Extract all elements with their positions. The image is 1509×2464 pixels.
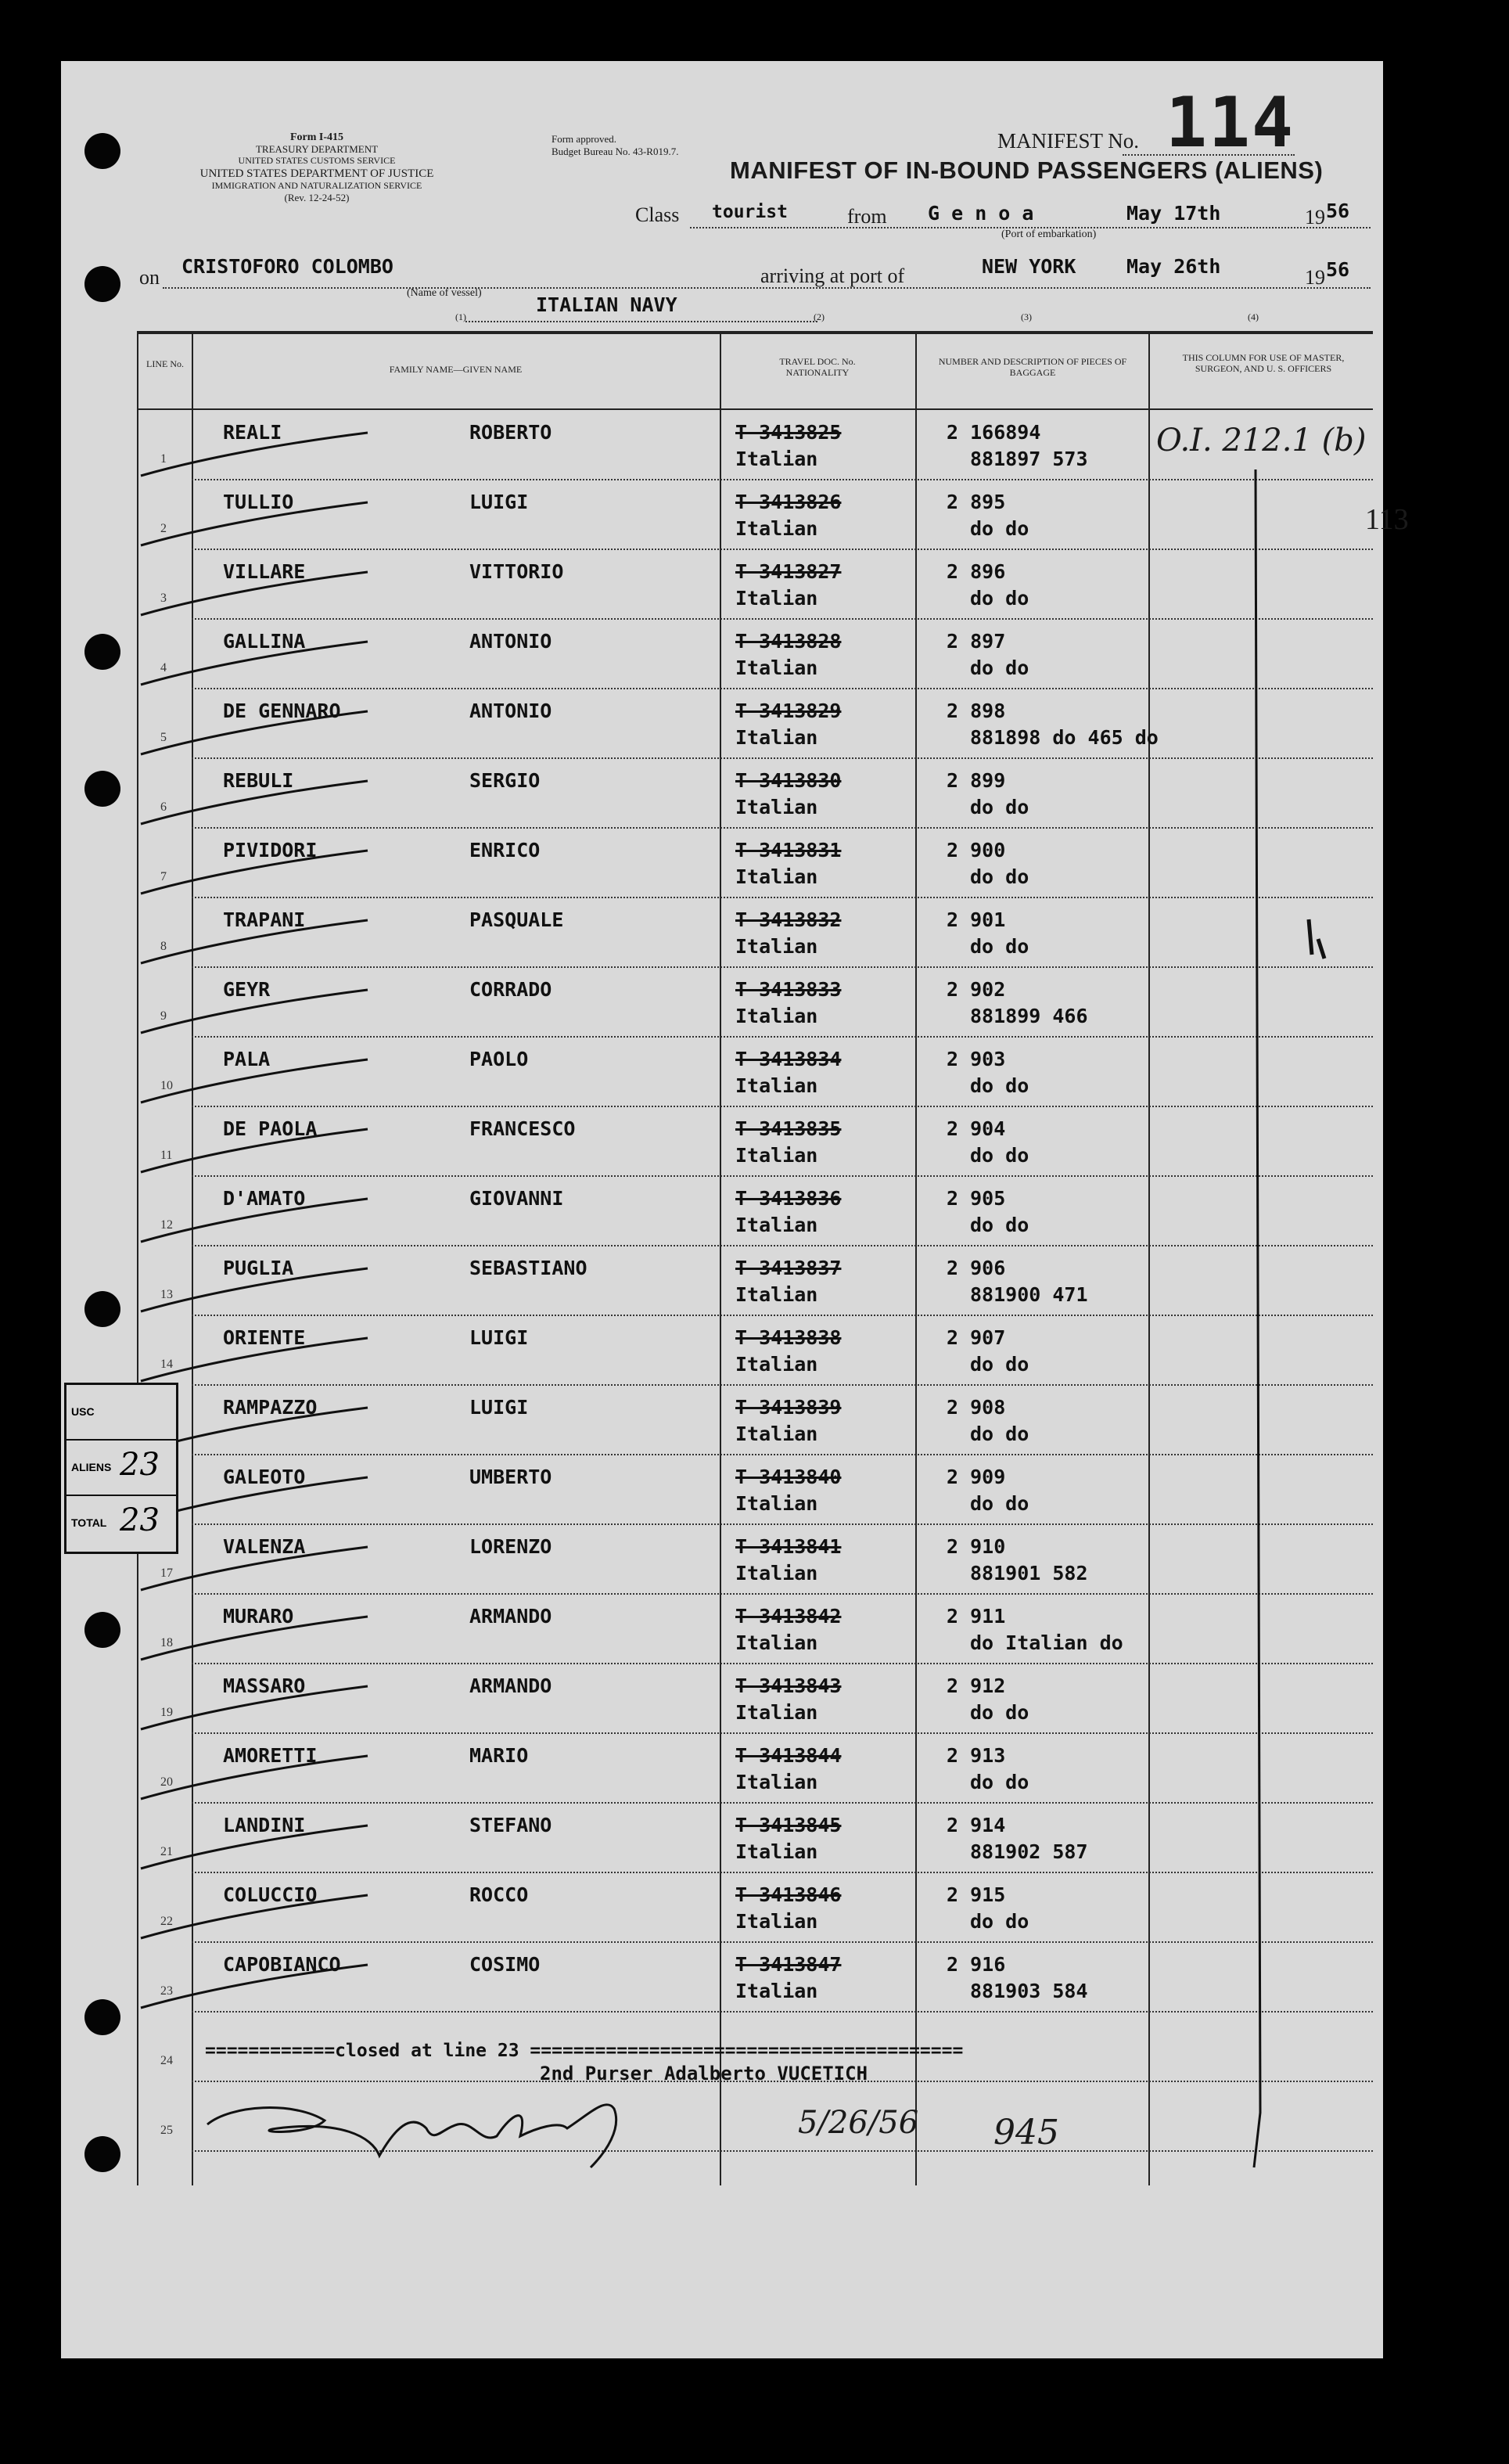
row-baggage-desc: do Italian do	[970, 1631, 1123, 1654]
col-header-name: FAMILY NAME—GIVEN NAME	[389, 364, 523, 375]
row-travel-doc: T 3413833	[735, 978, 842, 1001]
col-number-3: (3)	[1021, 311, 1032, 322]
row-baggage-count: 2 914	[947, 1814, 1006, 1836]
row-line-number: 24	[160, 2054, 173, 2067]
row-nationality: Italian	[735, 587, 818, 610]
row-given-name: FRANCESCO	[469, 1117, 576, 1140]
row-baggage-desc: 881897 573	[970, 448, 1088, 470]
vessel-name: CRISTOFORO COLOMBO	[181, 255, 393, 278]
manifest-number-line	[1123, 154, 1295, 156]
row-nationality: Italian	[735, 1353, 818, 1376]
row-given-name: LORENZO	[469, 1535, 552, 1558]
row-baggage-count: 2 908	[947, 1396, 1006, 1419]
row-nationality: Italian	[735, 726, 818, 749]
row-given-name: PAOLO	[469, 1048, 529, 1070]
row-baggage-count: 2 898	[947, 700, 1006, 722]
vessel-caption: (Name of vessel)	[407, 287, 482, 299]
vessel-line	[163, 287, 1371, 289]
col-divider-baggage	[1148, 331, 1150, 2185]
manifest-title: MANIFEST OF IN-BOUND PASSENGERS (ALIENS)	[730, 156, 1324, 184]
row-travel-doc: T 3413835	[735, 1117, 842, 1140]
row-check-mark	[133, 1056, 383, 1110]
row-family-name: DE GENNARO	[223, 700, 341, 722]
embark-year-prefix: 19	[1305, 206, 1325, 228]
port-caption: (Port of embarkation)	[1001, 228, 1097, 240]
row-given-name: ARMANDO	[469, 1674, 552, 1697]
row-baggage-desc: do do	[970, 796, 1029, 818]
row-family-name: GALEOTO	[223, 1466, 306, 1488]
embark-date: May 17th	[1126, 202, 1221, 225]
row-given-name: GIOVANNI	[469, 1187, 564, 1210]
row-given-name: STEFANO	[469, 1814, 552, 1836]
row-travel-doc: T 3413827	[735, 560, 842, 583]
row-nationality: Italian	[735, 1771, 818, 1793]
row-travel-doc: T 3413843	[735, 1674, 842, 1697]
row-check-mark	[133, 986, 383, 1041]
row-check-mark	[133, 1752, 383, 1807]
row-line-number: 19	[160, 1706, 173, 1719]
row-family-name: MURARO	[223, 1605, 294, 1628]
row-baggage-desc: do do	[970, 656, 1029, 679]
row-baggage-count: 2 166894	[947, 421, 1041, 444]
row-travel-doc: T 3413836	[735, 1187, 842, 1210]
on-label: on	[139, 266, 160, 289]
punch-hole	[84, 133, 120, 169]
row-nationality: Italian	[735, 1214, 818, 1236]
row-family-name: GALLINA	[223, 630, 306, 653]
row-family-name: RAMPAZZO	[223, 1396, 318, 1419]
punch-hole	[84, 1612, 120, 1648]
row-family-name: LANDINI	[223, 1814, 306, 1836]
row-family-name: MASSARO	[223, 1674, 306, 1697]
row-line-number: 9	[160, 1009, 167, 1023]
row-check-mark	[133, 1613, 383, 1667]
col-number-1: (1)	[455, 311, 466, 322]
purser-name: 2nd Purser Adalberto VUCETICH	[540, 2063, 868, 2085]
row-travel-doc: T 3413847	[735, 1953, 842, 1976]
row-baggage-count: 2 911	[947, 1605, 1006, 1628]
row-family-name: CAPOBIANCO	[223, 1953, 341, 1976]
row-nationality: Italian	[735, 1283, 818, 1306]
row-baggage-count: 2 904	[947, 1117, 1006, 1140]
row-baggage-count: 2 907	[947, 1326, 1006, 1349]
row-travel-doc: T 3413839	[735, 1396, 842, 1419]
row-nationality: Italian	[735, 1980, 818, 2002]
budget-bureau: Budget Bureau No. 43-R019.7.	[552, 146, 679, 157]
row-line-number: 12	[160, 1218, 173, 1232]
row-travel-doc: T 3413840	[735, 1466, 842, 1488]
tally-usc-cell	[66, 1385, 176, 1441]
row-nationality: Italian	[735, 1144, 818, 1167]
justice-dept: UNITED STATES DEPARTMENT OF JUSTICE	[199, 167, 434, 180]
row-baggage-count: 2 915	[947, 1883, 1006, 1906]
row-baggage-count: 2 895	[947, 491, 1006, 513]
row-travel-doc: T 3413825	[735, 421, 842, 444]
row-check-mark	[133, 707, 383, 762]
row-line-number: 5	[160, 731, 167, 744]
tally-aliens-label: ALIENS	[71, 1461, 112, 1473]
tally-aliens-cell	[66, 1441, 176, 1496]
row-given-name: ANTONIO	[469, 700, 552, 722]
group-note: ITALIAN NAVY	[536, 293, 677, 316]
row-check-mark	[133, 568, 383, 623]
row-baggage-count: 2 916	[947, 1953, 1006, 1976]
row-given-name: ENRICO	[469, 839, 541, 862]
arrival-year-prefix: 19	[1305, 266, 1325, 289]
row-line-number: 10	[160, 1079, 173, 1092]
row-baggage-count: 2 897	[947, 630, 1006, 653]
row-nationality: Italian	[735, 656, 818, 679]
row-given-name: ROCCO	[469, 1883, 529, 1906]
row-nationality: Italian	[735, 1910, 818, 1933]
row-family-name: VILLARE	[223, 560, 306, 583]
row-baggage-desc: 881901 582	[970, 1562, 1088, 1585]
row-line-number: 11	[160, 1149, 173, 1162]
row-baggage-count: 2 906	[947, 1257, 1006, 1279]
col-header-officers: THIS COLUMN FOR USE OF MASTER, SURGEON, AND U. S. OFFICERS	[1182, 352, 1345, 374]
row-family-name: TRAPANI	[223, 908, 306, 931]
col-divider-name	[720, 331, 721, 2185]
row-travel-doc: T 3413828	[735, 630, 842, 653]
row-baggage-count: 2 909	[947, 1466, 1006, 1488]
form-approved: Form approved.	[552, 133, 617, 145]
officer-check-line	[1240, 469, 1271, 2175]
row-nationality: Italian	[735, 1074, 818, 1097]
customs-service: UNITED STATES CUSTOMS SERVICE	[238, 155, 396, 166]
row-check-mark	[133, 1334, 383, 1389]
row-travel-doc: T 3413845	[735, 1814, 842, 1836]
tally-aliens-value: 23	[120, 1447, 160, 1483]
row-family-name: D'AMATO	[223, 1187, 306, 1210]
row-check-mark	[133, 777, 383, 832]
row-nationality: Italian	[735, 865, 818, 888]
row-family-name: TULLIO	[223, 491, 294, 513]
officer-mark	[1302, 915, 1334, 962]
row-line-number: 2	[160, 522, 167, 535]
row-given-name: COSIMO	[469, 1953, 541, 1976]
row-line-number: 25	[160, 2124, 173, 2137]
row-travel-doc: T 3413830	[735, 769, 842, 792]
row-baggage-desc: do do	[970, 1353, 1029, 1376]
tally-usc-label: USC	[71, 1405, 95, 1418]
row-baggage-count: 2 901	[947, 908, 1006, 931]
row-check-mark	[133, 1264, 383, 1319]
row-line-number: 3	[160, 592, 167, 605]
row-given-name: LUIGI	[469, 491, 529, 513]
col-number-4: (4)	[1248, 311, 1259, 322]
form-revision: (Rev. 12-24-52)	[284, 192, 350, 203]
row-nationality: Italian	[735, 796, 818, 818]
row-nationality: Italian	[735, 1562, 818, 1585]
row-baggage-count: 2 899	[947, 769, 1006, 792]
row-family-name: VALENZA	[223, 1535, 306, 1558]
row-baggage-desc: do do	[970, 1910, 1029, 1933]
row-given-name: SEBASTIANO	[469, 1257, 587, 1279]
tally-total-cell	[66, 1496, 176, 1550]
row-baggage-desc: do do	[970, 1771, 1029, 1793]
col-number-2: (2)	[814, 311, 825, 322]
row-nationality: Italian	[735, 1840, 818, 1863]
row-check-mark	[133, 1125, 383, 1180]
row-given-name: ROBERTO	[469, 421, 552, 444]
row-baggage-count: 2 912	[947, 1674, 1006, 1697]
row-given-name: ANTONIO	[469, 630, 552, 653]
side-number: 113	[1365, 503, 1409, 536]
row-line-number: 8	[160, 940, 167, 953]
arrival-year-suffix: 56	[1326, 258, 1350, 281]
row-family-name: PALA	[223, 1048, 271, 1070]
arrival-port: NEW YORK	[982, 255, 1076, 278]
row-nationality: Italian	[735, 1631, 818, 1654]
table-header-border	[137, 408, 1373, 410]
row-line-number: 22	[160, 1915, 173, 1928]
row-travel-doc: T 3413838	[735, 1326, 842, 1349]
row-travel-doc: T 3413837	[735, 1257, 842, 1279]
row-given-name: LUIGI	[469, 1396, 529, 1419]
from-port: G e n o a	[928, 202, 1034, 225]
row-baggage-count: 2 910	[947, 1535, 1006, 1558]
row-family-name: PIVIDORI	[223, 839, 318, 862]
row-nationality: Italian	[735, 1423, 818, 1445]
row-family-name: REALI	[223, 421, 282, 444]
punch-hole	[84, 771, 120, 807]
col-header-baggage: NUMBER AND DESCRIPTION OF PIECES OF BAGGAGE	[938, 356, 1127, 378]
row-given-name: SERGIO	[469, 769, 541, 792]
row-baggage-desc: do do	[970, 587, 1029, 610]
row-baggage-desc: do do	[970, 1144, 1029, 1167]
row-check-mark	[133, 1961, 383, 2016]
col-header-line: LINE No.	[146, 358, 184, 369]
row-check-mark	[133, 498, 383, 553]
punch-hole	[84, 266, 120, 302]
row-baggage-count: 2 902	[947, 978, 1006, 1001]
closed-at-line: ============closed at line 23 ========================================	[205, 2041, 964, 2061]
row-check-mark	[133, 638, 383, 692]
row-travel-doc: T 3413842	[735, 1605, 842, 1628]
row-baggage-desc: 881898 do 465 do	[970, 726, 1159, 749]
row-family-name: ORIENTE	[223, 1326, 306, 1349]
treasury-dept: TREASURY DEPARTMENT	[255, 143, 379, 155]
col-divider-travel	[915, 331, 917, 2185]
row-given-name: UMBERTO	[469, 1466, 552, 1488]
row-nationality: Italian	[735, 448, 818, 470]
row-travel-doc: T 3413841	[735, 1535, 842, 1558]
punch-hole	[84, 1999, 120, 2035]
row-baggage-count: 2 913	[947, 1744, 1006, 1767]
class-value: tourist	[712, 202, 788, 222]
row-baggage-desc: do do	[970, 517, 1029, 540]
row-nationality: Italian	[735, 517, 818, 540]
arrival-date: May 26th	[1126, 255, 1221, 278]
row-family-name: DE PAOLA	[223, 1117, 318, 1140]
manifest-number-label: MANIFEST No.	[997, 129, 1140, 153]
row-family-name: GEYR	[223, 978, 271, 1001]
row-nationality: Italian	[735, 1492, 818, 1515]
punch-hole	[84, 1291, 120, 1327]
form-agency-header	[133, 131, 501, 203]
alien-tally-box	[64, 1383, 178, 1554]
class-label: Class	[635, 203, 680, 226]
row-check-mark	[133, 916, 383, 971]
row-line-number: 17	[160, 1567, 173, 1580]
row-line-number: 18	[160, 1636, 173, 1649]
row-baggage-count: 2 896	[947, 560, 1006, 583]
row-baggage-desc: 881903 584	[970, 1980, 1088, 2002]
row-family-name: REBULI	[223, 769, 294, 792]
form-number: Form I-415	[289, 131, 344, 143]
row-line-number: 1	[160, 452, 167, 466]
row-family-name: PUGLIA	[223, 1257, 294, 1279]
row-line-number: 13	[160, 1288, 173, 1301]
row-baggage-count: 2 905	[947, 1187, 1006, 1210]
row-family-name: AMORETTI	[223, 1744, 318, 1767]
row-baggage-desc: 881899 466	[970, 1005, 1088, 1027]
row-family-name: COLUCCIO	[223, 1883, 318, 1906]
row-check-mark	[133, 1195, 383, 1250]
arriving-label: arriving at port of	[760, 264, 905, 287]
officer-note: O.I. 212.1 (b)	[1156, 423, 1367, 459]
row-given-name: VITTORIO	[469, 560, 564, 583]
row-baggage-desc: do do	[970, 1492, 1029, 1515]
row-given-name: MARIO	[469, 1744, 529, 1767]
row-given-name: PASQUALE	[469, 908, 564, 931]
row-baggage-count: 2 903	[947, 1048, 1006, 1070]
row-line-number: 23	[160, 1984, 173, 1998]
tally-total-label: TOTAL	[71, 1516, 107, 1529]
row-travel-doc: T 3413832	[735, 908, 842, 931]
row-travel-doc: T 3413826	[735, 491, 842, 513]
table-top-border	[137, 331, 1373, 334]
row-baggage-desc: do do	[970, 1423, 1029, 1445]
row-baggage-desc: do do	[970, 865, 1029, 888]
row-travel-doc: T 3413829	[735, 700, 842, 722]
row-line-number: 20	[160, 1775, 173, 1789]
row-line-number: 6	[160, 800, 167, 814]
row-check-mark	[133, 1891, 383, 1946]
row-travel-doc: T 3413844	[735, 1744, 842, 1767]
row-line-number: 4	[160, 661, 167, 674]
row-travel-doc: T 3413834	[735, 1048, 842, 1070]
purser-signature	[199, 2081, 747, 2175]
row-nationality: Italian	[735, 935, 818, 958]
row-baggage-desc: 881902 587	[970, 1840, 1088, 1863]
from-label: from	[847, 205, 887, 228]
row-travel-doc: T 3413831	[735, 839, 842, 862]
row-check-mark	[133, 1822, 383, 1876]
col-number-line	[465, 321, 817, 322]
initials-handwritten: 945	[993, 2113, 1059, 2153]
ins-service: IMMIGRATION AND NATURALIZATION SERVICE	[211, 180, 422, 191]
row-check-mark	[133, 847, 383, 901]
date-handwritten: 5/26/56	[798, 2105, 919, 2141]
row-baggage-desc: do do	[970, 1214, 1029, 1236]
row-given-name: CORRADO	[469, 978, 552, 1001]
row-line-number: 21	[160, 1845, 173, 1858]
row-line-number: 7	[160, 870, 167, 883]
row-nationality: Italian	[735, 1701, 818, 1724]
embark-year-suffix: 56	[1326, 200, 1350, 222]
row-check-mark	[133, 429, 383, 484]
row-line-number: 14	[160, 1358, 173, 1371]
punch-hole	[84, 634, 120, 670]
row-baggage-desc: 881900 471	[970, 1283, 1088, 1306]
row-given-name: ARMANDO	[469, 1605, 552, 1628]
row-check-mark	[133, 1682, 383, 1737]
row-travel-doc: T 3413846	[735, 1883, 842, 1906]
row-given-name: LUIGI	[469, 1326, 529, 1349]
tally-total-value: 23	[120, 1502, 160, 1538]
row-baggage-desc: do do	[970, 935, 1029, 958]
col-header-travel: TRAVEL DOC. No. NATIONALITY	[779, 356, 856, 378]
row-baggage-desc: do do	[970, 1074, 1029, 1097]
row-baggage-count: 2 900	[947, 839, 1006, 862]
punch-hole	[84, 2136, 120, 2172]
row-nationality: Italian	[735, 1005, 818, 1027]
manifest-number: 114	[1166, 82, 1295, 163]
row-baggage-desc: do do	[970, 1701, 1029, 1724]
